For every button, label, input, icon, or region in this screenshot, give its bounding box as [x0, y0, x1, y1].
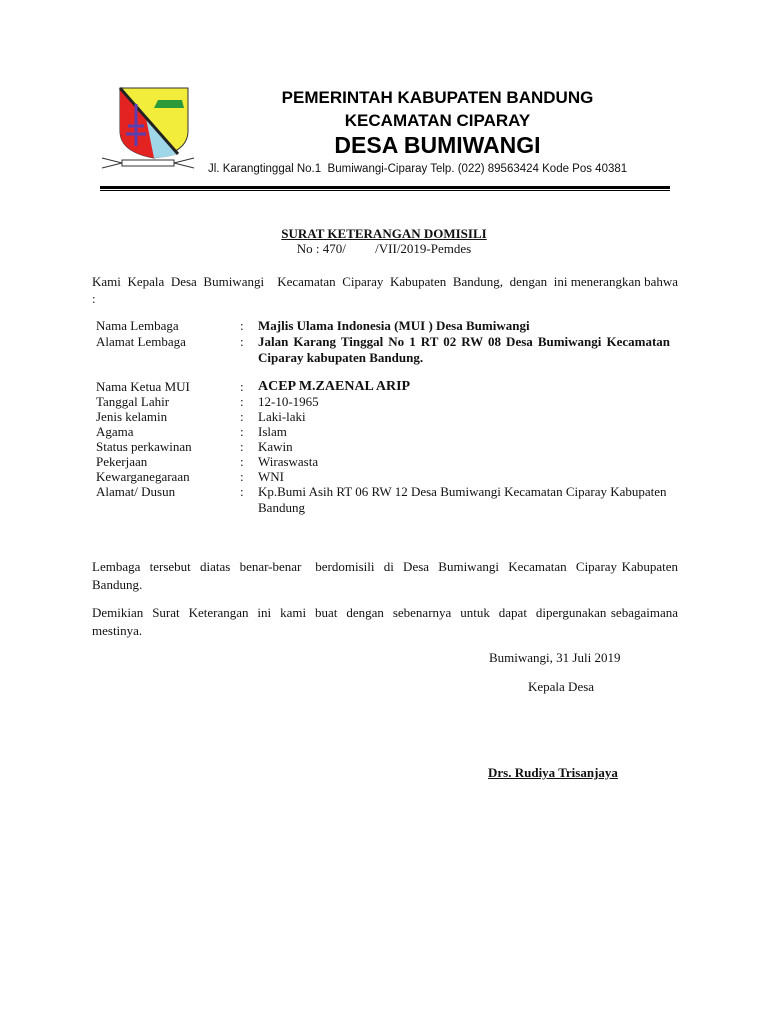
field-value: Majlis Ulama Indonesia (MUI ) Desa Bumiwangi	[258, 318, 530, 333]
letterhead-line1: PEMERINTAH KABUPATEN BANDUNG	[281, 88, 594, 107]
colon: :	[240, 379, 244, 394]
field-label: Status perkawinan	[96, 439, 192, 454]
letterhead-line2: KECAMATAN CIPARAY	[344, 111, 531, 130]
field-value: Kp.Bumi Asih RT 06 RW 12 Desa Bumiwangi Kecamatan Ciparay Kabupaten Bandung	[258, 484, 667, 515]
field-value: Wiraswasta	[258, 454, 319, 469]
field-label: Kewarganegaraan	[96, 469, 190, 484]
field-label: Tanggal Lahir	[96, 394, 170, 409]
field-label: Alamat Lembaga	[96, 334, 186, 349]
colon: :	[240, 484, 244, 499]
field-value: Laki-laki	[258, 409, 306, 424]
letterhead-line3: DESA BUMIWANGI	[334, 132, 541, 158]
domicile-paragraph: Lembaga tersebut diatas benar-benar berdomisili di Desa Bumiwangi Kecamatan Ciparay Kabupaten Bandung.	[92, 559, 682, 592]
colon: :	[240, 318, 244, 333]
signer-name: Drs. Rudiya Trisanjaya	[488, 765, 618, 780]
field-label: Nama Ketua MUI	[96, 379, 190, 394]
document-number: No : 470/ /VII/2019-Pemdes	[296, 241, 472, 256]
colon: :	[240, 394, 244, 409]
colon: :	[240, 409, 244, 424]
field-value: 12-10-1965	[258, 394, 319, 409]
header-divider	[100, 186, 670, 191]
letterhead-address: Jl. Karangtinggal No.1 Bumiwangi-Ciparay Telp. (022) 89563424 Kode Pos 40381	[208, 163, 628, 175]
field-label: Alamat/ Dusun	[96, 484, 176, 499]
closing-paragraph: Demikian Surat Keterangan ini kami buat dengan sebenarnya untuk dapat dipergunakan sebagaimana mestinya.	[92, 605, 682, 638]
field-label: Agama	[96, 424, 134, 439]
field-value: ACEP M.ZAENAL ARIP	[258, 379, 411, 394]
colon: :	[240, 424, 244, 439]
colon: :	[240, 454, 244, 469]
field-value: Kawin	[258, 439, 293, 454]
colon: :	[240, 469, 244, 484]
field-label: Pekerjaan	[96, 454, 148, 469]
regency-logo	[98, 86, 198, 170]
field-label: Nama Lembaga	[96, 318, 179, 333]
intro-paragraph: Kami Kepala Desa Bumiwangi Kecamatan Ciparay Kabupaten Bandung, dengan ini menerangkan bahwa :	[92, 274, 682, 306]
field-label: Jenis kelamin	[96, 409, 168, 424]
field-value: Jalan Karang Tinggal No 1 RT 02 RW 08 Desa Bumiwangi Kecamatan Ciparay kabupaten Bandung.	[258, 334, 670, 365]
field-value: WNI	[258, 469, 284, 484]
signer-title: Kepala Desa	[528, 679, 595, 694]
colon: :	[240, 439, 244, 454]
colon: :	[240, 334, 244, 349]
place-date: Bumiwangi, 31 Juli 2019	[489, 650, 621, 665]
field-value: Islam	[258, 424, 287, 439]
document-title: SURAT KETERANGAN DOMISILI	[281, 226, 487, 241]
